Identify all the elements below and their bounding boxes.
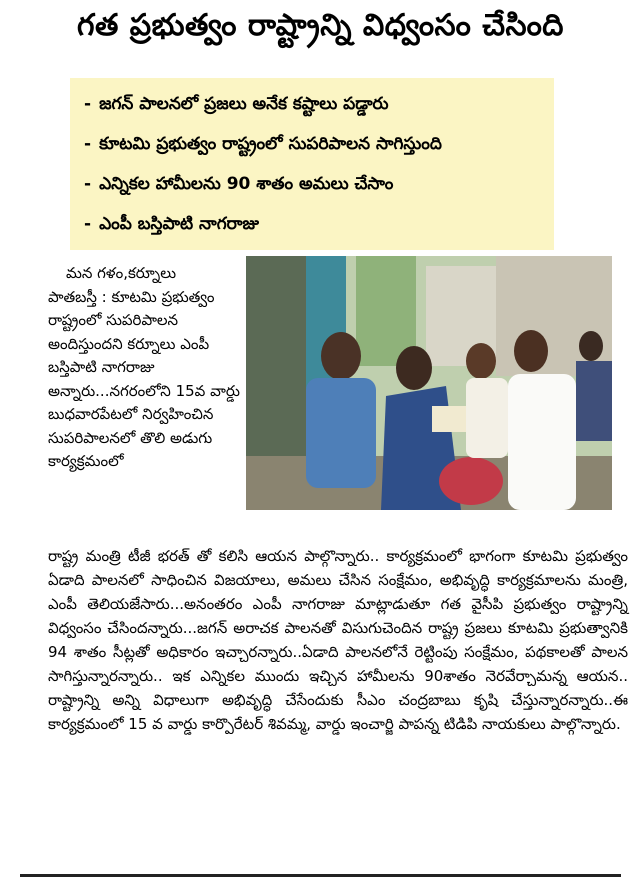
- highlight-text: ఎంపీ బస్తిపాటి నాగరాజు: [99, 214, 259, 234]
- highlight-item: [84, 124, 554, 164]
- bullet-dash: -: [84, 174, 92, 194]
- bullet-dash: -: [84, 214, 92, 234]
- headline: గత ప్రభుత్వం రాష్ట్రాన్ని విధ్వంసం చేసింది: [76, 8, 564, 43]
- bullet-dash: -: [84, 134, 92, 154]
- highlights-box: [70, 78, 554, 250]
- article-lead: [48, 262, 240, 474]
- highlight-text: ఎన్నికల హామీలను 90 శాతం అమలు చేసాం: [99, 174, 394, 194]
- divider: [20, 874, 621, 877]
- dateline: మన గళం,కర్నూలు: [66, 264, 177, 282]
- highlight-item: [84, 204, 554, 244]
- article-body: రాష్ట్ర మంత్రి టీజీ భరత్ తో కలిసి ఆయన పాల్గొన్నారు.. కార్యక్రమంలో భాగంగా కూటమి ప్రభుత్వం ఏడాది పాలనలో సాధించిన విజయాలు, అమలు చేసిన సంక్షేమం, అభివృద్ధి కార్యక్రమాలను మంత్రి, ఎంపీ తెలియజేసారు...అనంతరం ఎంపీ నాగరాజు మాట్లాడుతూ గత వైసీపి ప్రభుత్వం రాష్ట్రాన్ని విధ్వంసం చేసిందన్నారు...జగన్ అరాచక పాలనతో విసుగుచెందిన రాష్ట్ర ప్రజలు కూటమి ప్రభుత్వానికి 94 శాతం సీట్లతో అధికారం ఇచ్చారన్నారు..ఏడాది పాలనలోనే రెట్టింపు సంక్షేమం, పథకాలతో పాలన సాగిస్తున్నారన్నారు.. ఇక ఎన్నికల ముందు ఇచ్చిన హామీలను 90శాతం నెరవేర్చామన్న ఆయన.. రాష్ట్రాన్ని అన్ని విధాలుగా అభివృద్ధి చేసేందుకు సీఎం చంద్రబాబు కృషి చేస్తున్నారన్నారు..ఈ కార్యక్రమంలో 15 వ వార్డు కార్పొరేటర్ శివమ్మ, వార్డు ఇంచార్జి పాపన్న టిడిపి నాయకులు పాల్గొన్నారు.: [48, 547, 628, 733]
- highlight-text: కూటమి ప్రభుత్వం రాష్ట్రంలో సుపరిపాలన సాగిస్తుంది: [99, 134, 442, 154]
- news-photo-illustration: [246, 256, 612, 510]
- highlight-item: [84, 84, 554, 124]
- highlight-text: జగన్ పాలనలో ప్రజలు అనేక కష్టాలు పడ్డారు: [99, 94, 389, 114]
- highlights-list: [70, 78, 554, 244]
- news-photo: [246, 256, 612, 510]
- highlight-item: [84, 164, 554, 204]
- lead-paragraph: పాతబస్తీ : కూటమి ప్రభుత్వం రాష్ట్రంలో సుపరిపాలన అందిస్తుందని కర్నూలు ఎంపీ బస్తిపాటి నాగరాజు అన్నారు...నగరంలోని 15వ వార్డు బుధవారపేటలో నిర్వహించిన సుపరిపాలనలో తొలి అడుగు కార్యక్రమంలో: [48, 287, 240, 470]
- bullet-dash: -: [84, 94, 92, 114]
